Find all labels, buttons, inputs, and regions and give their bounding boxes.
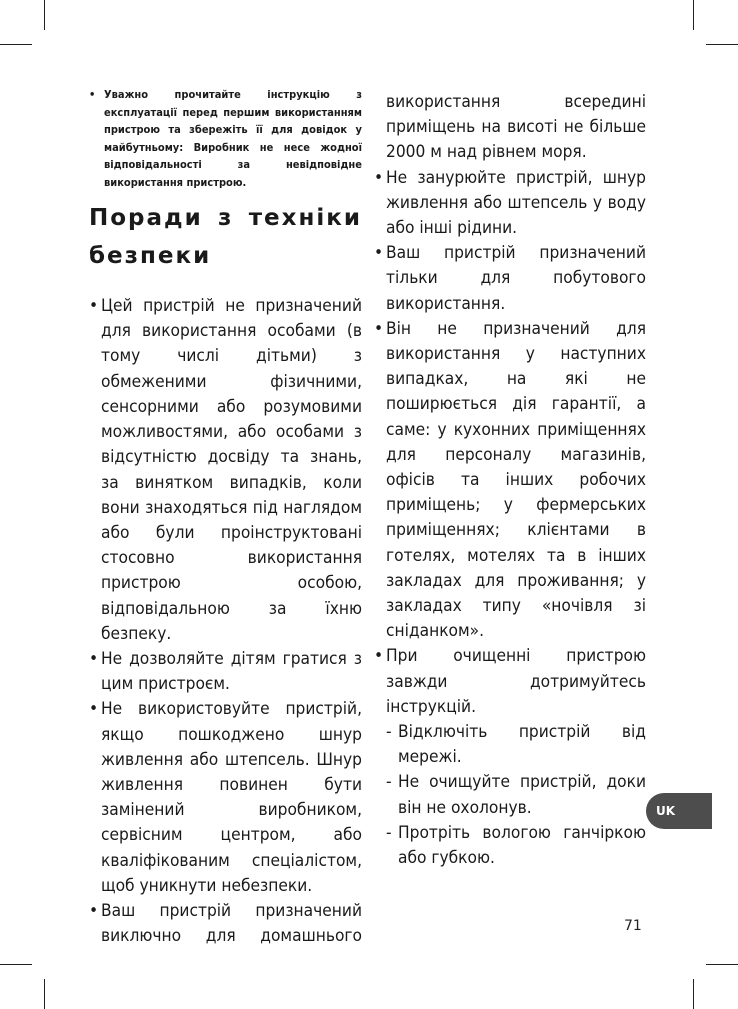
sub-item-text: Відключіть пристрій від мережі. [398, 722, 646, 768]
list-item-text: Не занурюйте пристрій, шнур живлення або штепсель у воду або інші рідини. [386, 167, 646, 239]
bullet-marker: • [374, 167, 384, 188]
bullet-marker: • [89, 296, 99, 317]
language-tab: UK [646, 793, 712, 829]
crop-mark [44, 979, 45, 1009]
sub-item-text: Не очищуйте пристрій, доки він не охолонув. [398, 772, 646, 818]
crop-mark [0, 44, 32, 45]
bullet-marker: • [89, 900, 99, 921]
list-item [374, 317, 646, 645]
crop-mark [0, 964, 32, 965]
list-item-text: Ваш пристрій призначений тільки для побутового використання. [386, 243, 646, 314]
list-item-text: Не використовуйте пристрій, якщо пошкоджено шнур живлення або штепсель. Шнур живлення повинен бути замінений виробником, сервісним центром, або кваліфікованим спеціалістом, щоб уникнути небезпеки. [101, 699, 362, 896]
crop-mark [706, 44, 738, 45]
list-item [374, 644, 646, 720]
bullet-marker: • [374, 646, 384, 667]
section-heading: Поради з техніки безпеки [89, 205, 362, 269]
list-item [89, 899, 362, 949]
list-item [89, 697, 362, 899]
page-number: 71 [624, 918, 642, 934]
dash-marker: - [386, 822, 392, 843]
list-item-text: Ваш пристрій призначений виключно для домашнього [101, 900, 362, 947]
list-item [374, 166, 646, 242]
list-item-text: Він не призначений для використання у наступних випадках, на які не поширюється дія гарантії, а саме: у кухонних приміщеннях для персоналу магазинів, офісів та інших робочих приміщень; у фермерських приміщеннях; клієнтами в готелях, мотелях та в інших закладах для проживання; у закладах типу «ночівля зі сніданком». [386, 318, 646, 642]
intro-text: Уважно прочитайте інструкцію з експлуатації перед першим використанням пристрою та збережіть її для довідок у майбутньому: Виробник не несе жодної відповідальності за невідповідне використання пристрою. [104, 88, 362, 189]
crop-mark [693, 0, 694, 30]
list-item [374, 241, 646, 317]
bullet-marker: • [89, 699, 99, 720]
bullet-marker: • [89, 648, 99, 669]
bullet-marker: • [89, 88, 96, 101]
dash-marker: - [386, 722, 392, 743]
crop-mark [693, 979, 694, 1009]
left-column [89, 86, 362, 949]
sub-item [374, 720, 646, 770]
crop-mark [706, 964, 738, 965]
right-column [374, 90, 646, 871]
list-item-text: Не дозволяйте дітям гратися з цим пристроєм. [101, 648, 362, 695]
list-item [89, 647, 362, 697]
list-item-text: При очищенні пристрою завжди дотримуйтесь інструкцій. [386, 646, 646, 717]
crop-mark [44, 0, 45, 30]
bullet-marker: • [374, 318, 384, 339]
continued-text: використання всередині приміщень на висоті не більше 2000 м над рівнем моря. [386, 92, 646, 163]
list-item-text: Цей пристрій не призначений для використання особами (в тому числі дітьми) з обмеженими фізичними, сенсорними або розумовими можливостями, або особами з відсутністю досвіду та знань, за винятком випадків, коли вони знаходяться під наглядом або були проінструктовані стосовно використання пристрою особою, відповідальною за їхню безпеку. [101, 296, 362, 644]
intro-bullet [89, 86, 362, 191]
dash-marker: - [386, 772, 392, 793]
sub-item [374, 821, 646, 871]
sub-item [374, 770, 646, 820]
sub-item-text: Протріть вологою ганчіркою або губкою. [398, 822, 646, 869]
bullet-marker: • [374, 243, 384, 264]
list-item [89, 294, 362, 647]
